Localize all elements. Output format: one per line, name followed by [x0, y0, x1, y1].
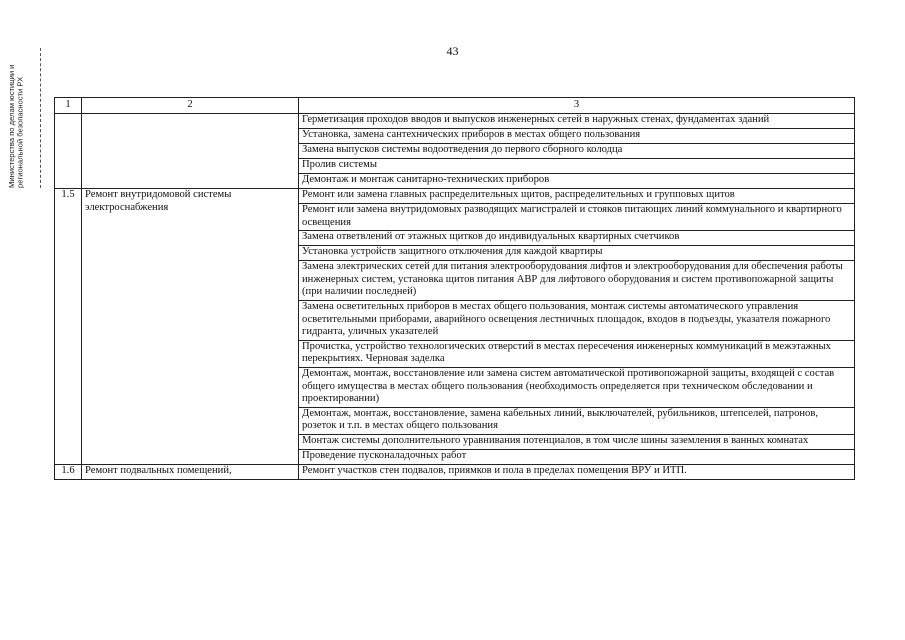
work-item: Демонтаж, монтаж, восстановление, замена кабельных линий, выключателей, рубильников, штепселей, патронов, розеток и т.п. в местах общего пользования: [299, 407, 855, 434]
work-item: Проведение пусконаладочных работ: [299, 449, 855, 464]
work-item: Замена выпусков системы водоотведения до первого сборного колодца: [299, 144, 855, 159]
header-col-1: 1: [55, 98, 82, 114]
page-number: 43: [446, 44, 459, 58]
table-row: [55, 464, 855, 479]
work-item: Герметизация проходов вводов и выпусков инженерных сетей в наружных стенах, фундаментах зданий: [299, 114, 855, 129]
section-title: Ремонт подвальных помещений,: [82, 464, 299, 479]
section-number: 1.6: [55, 464, 82, 479]
work-item: Демонтаж и монтаж санитарно-технических приборов: [299, 174, 855, 189]
table-row: [55, 114, 855, 129]
work-item: Замена ответвлений от этажных щитков до индивидуальных квартирных счетчиков: [299, 231, 855, 246]
work-item: Ремонт или замена внутридомовых разводящих магистралей и стояков питающих линий коммунального и квартирного освещения: [299, 204, 855, 231]
work-item: Замена электрических сетей для питания электрооборудования лифтов и электрооборудования для обеспечения работы инженерных систем, установка щитов питания АВР для лифтового оборудования и систем противопожарной защиты (при наличии последней): [299, 261, 855, 301]
work-item: Пролив системы: [299, 159, 855, 174]
works-table: [54, 97, 855, 480]
work-item: Замена осветительных приборов в местах общего пользования, монтаж системы автоматического управления осветительными приборами, аварийного освещения лестничных площадок, входов в подъезды, указателя пожарного гидранта, уличных указателей: [299, 300, 855, 340]
header-row: [55, 98, 855, 114]
section-title: [82, 114, 299, 189]
work-item: Прочистка, устройство технологических отверстий в местах пересечения инженерных коммуникаций в межэтажных перекрытиях. Черновая заделка: [299, 340, 855, 367]
stamp-text: Министерства по делам юстиции и региональной безопасности РХ: [8, 48, 41, 188]
table-row: [55, 189, 855, 204]
section-number: [55, 114, 82, 189]
section-number: 1.5: [55, 189, 82, 465]
work-item: Демонтаж, монтаж, восстановление или замена систем автоматической противопожарной защиты, входящей с состав общего имущества в местах общего пользования (необходимость определяется при техническом обследовании и проектировании): [299, 367, 855, 407]
table-body: [55, 114, 855, 480]
registration-stamp: [6, 46, 42, 196]
work-item: Монтаж системы дополнительного уравнивания потенциалов, в том числе шины заземления в ванных комнатах: [299, 434, 855, 449]
work-item: Ремонт или замена главных распределительных щитов, распределительных и групповых щитов: [299, 189, 855, 204]
header-col-3: 3: [299, 98, 855, 114]
work-item: Установка устройств защитного отключения для каждой квартиры: [299, 246, 855, 261]
work-item: Ремонт участков стен подвалов, приямков и пола в пределах помещения ВРУ и ИТП.: [299, 464, 855, 479]
work-item: Установка, замена сантехнических приборов в местах общего пользования: [299, 129, 855, 144]
header-col-2: 2: [82, 98, 299, 114]
section-title: Ремонт внутридомовой системы электроснабжения: [82, 189, 299, 465]
